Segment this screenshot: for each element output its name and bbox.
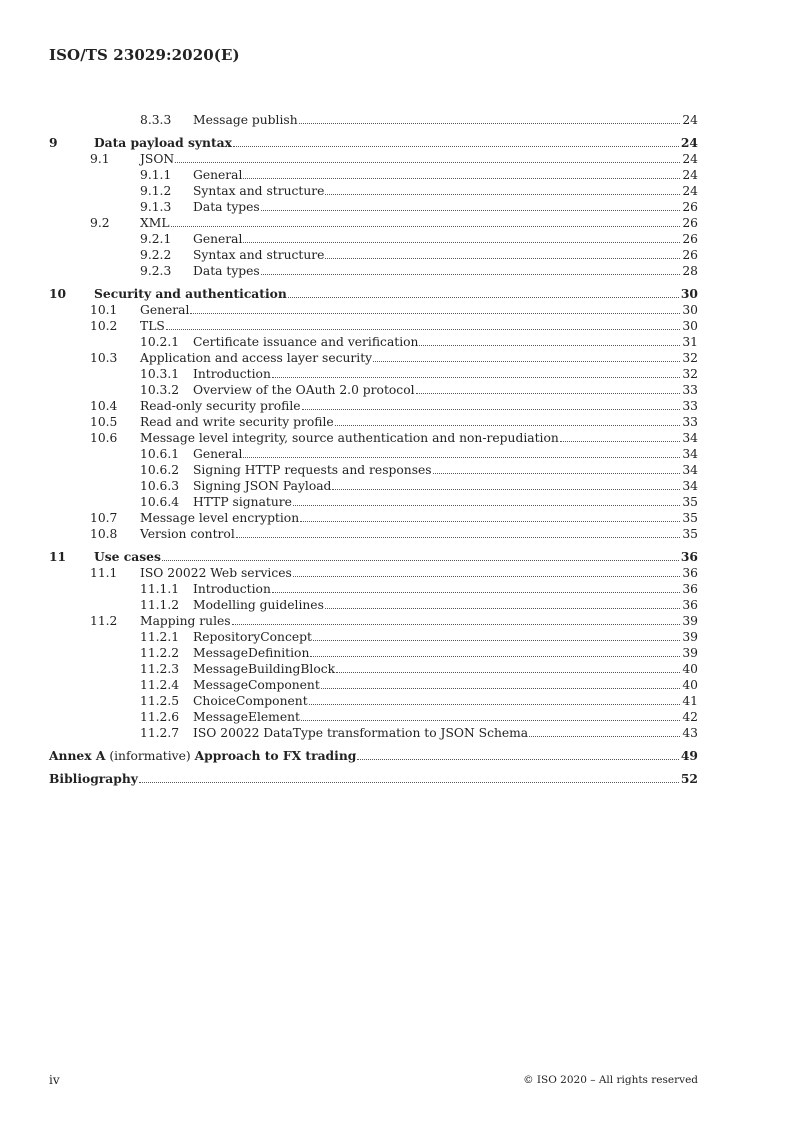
- toc-entry-title: Data payload syntax: [94, 135, 232, 150]
- annex-label: Annex A: [49, 748, 106, 763]
- toc-entry-title: Read and write security profile: [140, 415, 334, 429]
- toc-entry-title-line: [193, 334, 698, 350]
- dot-leader: [272, 591, 680, 593]
- toc-entry-number: 10.6: [90, 431, 118, 445]
- toc-entry-page: 30: [680, 286, 698, 301]
- dot-leader: [139, 781, 679, 783]
- toc-entry-page: 24: [682, 152, 698, 166]
- toc-entry[interactable]: [49, 549, 698, 565]
- toc-entry-page: 40: [682, 662, 698, 676]
- toc-entry-number: 9.1.1: [140, 168, 172, 182]
- dot-leader: [313, 639, 680, 641]
- toc-entry[interactable]: [49, 526, 698, 542]
- toc-entry[interactable]: [49, 581, 698, 597]
- toc-entry[interactable]: [49, 645, 698, 661]
- toc-entry[interactable]: [49, 167, 698, 183]
- toc-entry-number: 10.7: [90, 511, 118, 525]
- toc-entry-page: 34: [682, 463, 698, 477]
- toc-entry-title-line: [193, 462, 698, 478]
- toc-entry-title-line: [193, 478, 698, 494]
- dot-leader: [293, 504, 680, 506]
- toc-entry[interactable]: [49, 446, 698, 462]
- toc-entry-page: 34: [682, 447, 698, 461]
- toc-entry-page: 32: [682, 351, 698, 365]
- toc-entry-title-line: [193, 366, 698, 382]
- toc-entry-title: Version control: [140, 527, 235, 541]
- toc-entry[interactable]: [49, 286, 698, 302]
- toc-entry-page: 34: [682, 431, 698, 445]
- toc-entry-title-line: [94, 135, 698, 151]
- toc-entry-title-line: [193, 581, 698, 597]
- toc-entry-title: RepositoryConcept: [193, 630, 312, 644]
- toc-entry-number: 9.2.1: [140, 232, 172, 246]
- toc-entry[interactable]: [49, 478, 698, 494]
- toc-entry-page: 30: [682, 319, 698, 333]
- toc-entry-title: General: [193, 447, 243, 461]
- toc-entry-number: 11.2.7: [140, 726, 180, 740]
- toc-entry-title: Mapping rules: [140, 614, 231, 628]
- toc-entry-page: 36: [680, 549, 698, 564]
- toc-entry-page: 24: [682, 113, 698, 127]
- toc-entry[interactable]: [49, 661, 698, 677]
- toc-entry[interactable]: [49, 613, 698, 629]
- toc-entry-number: 10.6.3: [140, 479, 180, 493]
- toc-entry-number: 10.2: [90, 319, 118, 333]
- toc-entry-title: Introduction: [193, 367, 271, 381]
- toc-entry-title-line: [193, 263, 698, 279]
- toc-entry-page: 36: [682, 598, 698, 612]
- toc-entry-number: 9.1.2: [140, 184, 172, 198]
- toc-entry[interactable]: [49, 231, 698, 247]
- toc-entry-number: 10.6.1: [140, 447, 180, 461]
- dot-leader: [336, 671, 680, 673]
- toc-entry-title-line: [193, 382, 698, 398]
- toc-entry-title: Message level integrity, source authentication and non-repudiation: [140, 431, 559, 445]
- toc-entry-page: 30: [682, 303, 698, 317]
- toc-entry-title-line: [193, 677, 698, 693]
- toc-entry-page: 36: [682, 566, 698, 580]
- dot-leader: [321, 687, 681, 689]
- toc-entry-title: General: [193, 168, 243, 182]
- toc-entry-number: 11.2.3: [140, 662, 180, 676]
- dot-leader: [301, 719, 680, 721]
- toc-entry-title-line: [193, 446, 698, 462]
- toc-entry-number: 10.6.2: [140, 463, 180, 477]
- toc-entry[interactable]: [49, 565, 698, 581]
- toc-entry-title-line: [193, 661, 698, 677]
- dot-leader: [162, 559, 679, 561]
- toc-entry-title: MessageDefinition: [193, 646, 310, 660]
- toc-entry-title: Certificate issuance and verification: [193, 335, 419, 349]
- toc-entry[interactable]: [49, 199, 698, 215]
- toc-entry[interactable]: [49, 693, 698, 709]
- toc-entry-number: 10.1: [90, 303, 118, 317]
- toc-entry-page: 43: [682, 726, 698, 740]
- toc-entry-title-line: [193, 709, 698, 725]
- toc-entry-title-line: [140, 398, 698, 414]
- toc-entry-title: MessageComponent: [193, 678, 320, 692]
- toc-entry-title: TLS: [140, 319, 165, 333]
- toc-entry[interactable]: [49, 350, 698, 366]
- toc-entry[interactable]: [49, 398, 698, 414]
- toc-entry-title-line: [140, 414, 698, 430]
- toc-entry-title-line: [193, 183, 698, 199]
- dot-leader: [236, 536, 681, 538]
- toc-entry-page: 35: [682, 495, 698, 509]
- toc-entry-number: 11.1.1: [140, 582, 180, 596]
- toc-entry-title: Data types: [193, 264, 260, 278]
- bibliography-page: 52: [680, 771, 698, 786]
- toc-entry-title: HTTP signature: [193, 495, 292, 509]
- toc-entry-page: 28: [682, 264, 698, 278]
- dot-leader: [335, 424, 681, 426]
- dot-leader: [373, 360, 680, 362]
- toc-entry-number: 9.2: [90, 216, 110, 230]
- toc-entry-number: 9.1.3: [140, 200, 172, 214]
- toc-entry-page: 24: [682, 168, 698, 182]
- toc-entry-page: 39: [682, 614, 698, 628]
- toc-entry-page: 24: [682, 184, 698, 198]
- toc-entry-number: 10.2.1: [140, 335, 180, 349]
- toc-entry-page: 42: [682, 710, 698, 724]
- toc-entry-page: 26: [682, 200, 698, 214]
- copyright-notice: © ISO 2020 – All rights reserved: [523, 1074, 698, 1086]
- dot-leader: [309, 703, 681, 705]
- toc-entry-page: 34: [682, 479, 698, 493]
- toc-entry-title-line: [140, 151, 698, 167]
- toc-entry-title: ISO 20022 Web services: [140, 566, 292, 580]
- toc-entry-title-line: [140, 302, 698, 318]
- toc-entry-title: Message level encryption: [140, 511, 300, 525]
- toc-entry-number: 10: [49, 286, 67, 301]
- toc-entry-page: 26: [682, 232, 698, 246]
- toc-entry-title-line: [193, 597, 698, 613]
- toc-entry-number: 10.3.2: [140, 383, 180, 397]
- document-header: ISO/TS 23029:2020(E): [49, 46, 240, 64]
- toc-entry-page: 26: [682, 248, 698, 262]
- toc-entry-number: 11.1.2: [140, 598, 180, 612]
- toc-entry[interactable]: [49, 318, 698, 334]
- toc-entry-title-line: [140, 350, 698, 366]
- toc-entry[interactable]: [49, 215, 698, 231]
- toc-entry-number: 9.2.2: [140, 248, 172, 262]
- toc-entry[interactable]: [49, 709, 698, 725]
- dot-leader: [243, 241, 680, 243]
- toc-entry-page: 33: [682, 415, 698, 429]
- toc-entry-page: 33: [682, 399, 698, 413]
- toc-entry-number: 11.2.5: [140, 694, 180, 708]
- toc-entry-title-line: [140, 430, 698, 446]
- toc-entry-title-line: [140, 526, 698, 542]
- toc-entry-title-line: [193, 629, 698, 645]
- toc-entry-title: Use cases: [94, 549, 161, 564]
- toc-entry-title-line: [94, 286, 698, 302]
- toc-entry-title-line: [94, 549, 698, 565]
- toc-entry-number: 10.8: [90, 527, 118, 541]
- toc-entry-title: Security and authentication: [94, 286, 287, 301]
- toc-entry[interactable]: [49, 510, 698, 526]
- toc-entry[interactable]: [49, 629, 698, 645]
- dot-leader: [288, 296, 679, 298]
- toc-entry-title: ISO 20022 DataType transformation to JSON Schema: [193, 726, 529, 740]
- toc-entry-title: Introduction: [193, 582, 271, 596]
- toc-entry[interactable]: [49, 302, 698, 318]
- annex-title: Approach to FX trading: [194, 748, 357, 763]
- toc-entry[interactable]: [49, 430, 698, 446]
- dot-leader: [293, 575, 681, 577]
- toc-entry-title: XML: [140, 216, 170, 230]
- toc-entry-title: Syntax and structure: [193, 248, 325, 262]
- page-number: iv: [49, 1073, 60, 1087]
- toc-entry-page: 24: [680, 135, 698, 150]
- toc-entry-title: Data types: [193, 200, 260, 214]
- toc-entry[interactable]: [49, 247, 698, 263]
- toc-entry[interactable]: [49, 414, 698, 430]
- dot-leader: [243, 177, 680, 179]
- toc-entry[interactable]: [49, 151, 698, 167]
- toc-entry-title-line: [193, 645, 698, 661]
- toc-entry-number: 10.6.4: [140, 495, 180, 509]
- dot-leader: [325, 607, 680, 609]
- dot-leader: [272, 376, 680, 378]
- toc-entry-title-line: [193, 167, 698, 183]
- toc-entry-title-line: [193, 725, 698, 741]
- toc-entry-title: Signing HTTP requests and responses: [193, 463, 432, 477]
- toc-entry-page: 36: [682, 582, 698, 596]
- toc-entry[interactable]: [49, 334, 698, 350]
- toc-entry-number: 10.5: [90, 415, 118, 429]
- toc-entry-title-line: [140, 318, 698, 334]
- dot-leader: [332, 488, 680, 490]
- toc-entry-title-line: [140, 510, 698, 526]
- toc-entry[interactable]: [49, 382, 698, 398]
- toc-entry[interactable]: [49, 597, 698, 613]
- bibliography-title: Bibliography: [49, 771, 138, 786]
- toc-entry-title: ChoiceComponent: [193, 694, 308, 708]
- toc-entry-number: 11.2: [90, 614, 118, 628]
- dot-leader: [300, 520, 680, 522]
- toc-entry-title: Read-only security profile: [140, 399, 301, 413]
- dot-leader: [310, 655, 680, 657]
- toc-entry[interactable]: [49, 462, 698, 478]
- toc-entry-page: 31: [682, 335, 698, 349]
- dot-leader: [433, 472, 681, 474]
- dot-leader: [302, 408, 681, 410]
- toc-entry-number: 11.2.4: [140, 678, 180, 692]
- dot-leader: [232, 623, 681, 625]
- bibliography-entry[interactable]: [49, 771, 698, 787]
- dot-leader: [419, 344, 680, 346]
- annex-page: 49: [680, 748, 698, 763]
- dot-leader: [190, 312, 680, 314]
- dot-leader: [299, 122, 681, 124]
- toc-entry[interactable]: [49, 112, 698, 128]
- toc-entry-title-line: [140, 215, 698, 231]
- toc-entry-title-line: [193, 231, 698, 247]
- annex-a-entry[interactable]: [49, 748, 698, 764]
- toc-entry-page: 39: [682, 646, 698, 660]
- dot-leader: [529, 735, 680, 737]
- toc-entry-number: 10.3: [90, 351, 118, 365]
- toc-entry-number: 10.4: [90, 399, 118, 413]
- toc-entry-number: 11: [49, 549, 67, 564]
- toc-entry-number: 11.2.2: [140, 646, 180, 660]
- toc-entry[interactable]: [49, 366, 698, 382]
- toc-entry-title: MessageElement: [193, 710, 300, 724]
- toc-entry-title: Modelling guidelines: [193, 598, 324, 612]
- toc-entry-title: MessageBuildingBlock: [193, 662, 336, 676]
- toc-entry-number: 11.2.1: [140, 630, 180, 644]
- toc-entry[interactable]: [49, 135, 698, 151]
- toc-entry-title-line: [193, 693, 698, 709]
- dot-leader: [416, 392, 681, 394]
- toc-entry[interactable]: [49, 725, 698, 741]
- toc-entry-title-line: [140, 565, 698, 581]
- dot-leader: [325, 257, 680, 259]
- toc-entry-title: Message publish: [193, 113, 298, 127]
- toc-entry-page: 39: [682, 630, 698, 644]
- toc-entry-number: 11.1: [90, 566, 118, 580]
- toc-entry-title: JSON: [140, 152, 175, 166]
- toc-entry[interactable]: [49, 183, 698, 199]
- toc-entry-title: General: [140, 303, 190, 317]
- dot-leader: [357, 758, 679, 760]
- toc-entry-title-line: [193, 247, 698, 263]
- toc-entry-number: 10.3.1: [140, 367, 180, 381]
- dot-leader: [233, 145, 679, 147]
- toc-entry-title-line: [193, 494, 698, 510]
- dot-leader: [325, 193, 680, 195]
- toc-entry-title-line: [193, 112, 698, 128]
- toc-entry-number: 8.3.3: [140, 113, 172, 127]
- toc-entry-title: Signing JSON Payload: [193, 479, 332, 493]
- dot-leader: [560, 440, 681, 442]
- table-of-contents: [49, 112, 698, 787]
- toc-entry-page: 35: [682, 527, 698, 541]
- toc-entry-page: 35: [682, 511, 698, 525]
- dot-leader: [171, 225, 681, 227]
- toc-entry-page: 41: [682, 694, 698, 708]
- dot-leader: [166, 328, 681, 330]
- dot-leader: [261, 273, 681, 275]
- toc-entry-number: 11.2.6: [140, 710, 180, 724]
- toc-entry-number: 9.1: [90, 152, 110, 166]
- toc-entry-title: Application and access layer security: [140, 351, 373, 365]
- toc-entry-page: 26: [682, 216, 698, 230]
- dot-leader: [175, 161, 680, 163]
- toc-entry[interactable]: [49, 677, 698, 693]
- toc-entry-page: 32: [682, 367, 698, 381]
- toc-entry-number: 9.2.3: [140, 264, 172, 278]
- toc-entry-page: 33: [682, 383, 698, 397]
- toc-entry-number: 9: [49, 135, 58, 150]
- toc-entry[interactable]: [49, 494, 698, 510]
- toc-entry-title-line: [193, 199, 698, 215]
- dot-leader: [261, 209, 681, 211]
- toc-entry-title: General: [193, 232, 243, 246]
- toc-entry-page: 40: [682, 678, 698, 692]
- toc-entry-title: Overview of the OAuth 2.0 protocol: [193, 383, 415, 397]
- annex-type: (informative): [109, 749, 191, 763]
- toc-entry[interactable]: [49, 263, 698, 279]
- toc-entry-title: Syntax and structure: [193, 184, 325, 198]
- dot-leader: [243, 456, 680, 458]
- toc-entry-title-line: [140, 613, 698, 629]
